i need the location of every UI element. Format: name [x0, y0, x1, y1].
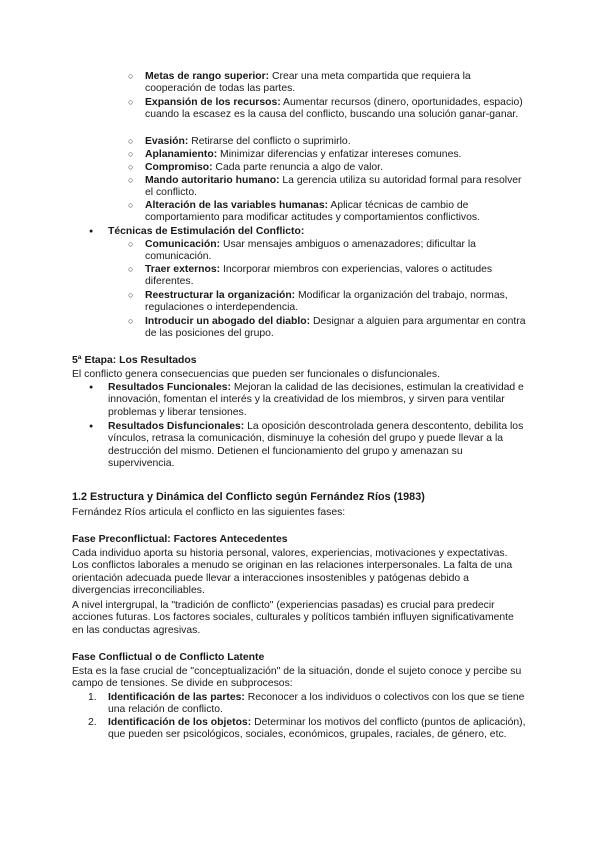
list-item-alteracion: ○ Alteración de las variables humanas: Aplicar técnicas de cambio de comportamiento para modificar actitudes y comportamientos conflictivos.	[145, 200, 530, 225]
conflictual-intro: Esta es la fase crucial de "conceptualización" de la situación, donde el sujeto conoce y percibe su campo de tensiones. Se divide en subprocesos:	[72, 666, 522, 690]
heading-conflictual: Fase Conflictual o de Conflicto Latente	[72, 652, 265, 663]
list-item-metas: ○ Metas de rango superior: Crear una meta compartida que requiera la cooperación de todas las partes.	[145, 71, 530, 96]
seccion12-intro: Fernández Ríos articula el conflicto en las siguientes fases:	[72, 507, 346, 518]
etapa5-intro: El conflicto genera consecuencias que pueden ser funcionales o disfuncionales.	[72, 369, 440, 380]
bullet-disfuncionales: ● Resultados Disfuncionales: La oposición descontrolada genera descontento, debilita los vínculos, retrasa la comunicación, disminuye la cohesión del grupo y puede llevar a la destrucción del mismo. Detienen el funcionamiento del grupo y amenazan su supervivencia.	[108, 421, 526, 470]
list-item-externos: ○ Traer externos: Incorporar miembros con experiencias, valores o actitudes diferentes.	[145, 264, 530, 289]
preconflictual-p2: A nivel intergrupal, la "tradición de conflicto" (experiencias pasadas) es crucial para predecir acciones futuras. Los factores sociales, culturales y políticos también influyen significativamente en las conductas agresivas.	[72, 600, 514, 636]
heading-etapa5: 5ª Etapa: Los Resultados	[72, 355, 197, 366]
heading-preconflictual: Fase Preconflictual: Factores Antecedentes	[72, 534, 288, 545]
preconflictual-p1: Cada individuo aporta su historia personal, valores, experiencias, motivaciones y expectativas. Los conflictos laborales a menudo se originan en las relaciones interpersonales. La falta de una orientación adecuada puede llevar a interacciones insostenibles y patógenas debido a divergencias irreconciliables.	[72, 548, 513, 596]
list-item-evasion: ○ Evasión: Retirarse del conflicto o suprimirlo.	[145, 136, 530, 148]
list-item-abogado: ○ Introducir un abogado del diablo: Designar a alguien para argumentar en contra de las posiciones del grupo.	[145, 316, 530, 341]
list-item-mando: ○ Mando autoritario humano: La gerencia utiliza su autoridad formal para resolver el conflicto.	[145, 175, 530, 200]
list-item-comunicacion: ○ Comunicación: Usar mensajes ambiguos o amenazadores; dificultar la comunicación.	[145, 239, 530, 264]
numbered-item-partes: 1. Identificación de las partes: Reconocer a los individuos o colectivos con los que se tiene una relación de conflicto.	[88, 692, 525, 716]
heading-seccion12: 1.2 Estructura y Dinámica del Conflicto según Fernández Ríos (1983)	[72, 491, 425, 503]
list-item-expansion: ○ Expansión de los recursos: Aumentar recursos (dinero, oportunidades, espacio) cuando la escasez es la causa del conflicto, buscando una solución ganar-ganar.	[145, 97, 530, 122]
numbered-item-objetos: 2. Identificación de los objetos: Determinar los motivos del conflicto (puntos de aplicación), que pueden ser psicológicos, sociales, económicos, grupales, raciales, de género, etc.	[88, 717, 526, 741]
bullet-estimulacion-title: ● Técnicas de Estimulación del Conflicto:	[108, 226, 526, 238]
list-item-aplanamiento: ○ Aplanamiento: Minimizar diferencias y enfatizar intereses comunes.	[145, 149, 530, 161]
list-item-compromiso: ○ Compromiso: Cada parte renuncia a algo de valor.	[145, 162, 530, 174]
list-item-reestructurar: ○ Reestructurar la organización: Modificar la organización del trabajo, normas, regulaciones o interdependencia.	[145, 290, 530, 315]
bullet-funcionales: ● Resultados Funcionales: Mejoran la calidad de las decisiones, estimulan la creatividad e innovación, fomentan el interés y la creatividad de los miembros, y sirven para ventilar problemas y liberar tensiones.	[108, 382, 526, 419]
